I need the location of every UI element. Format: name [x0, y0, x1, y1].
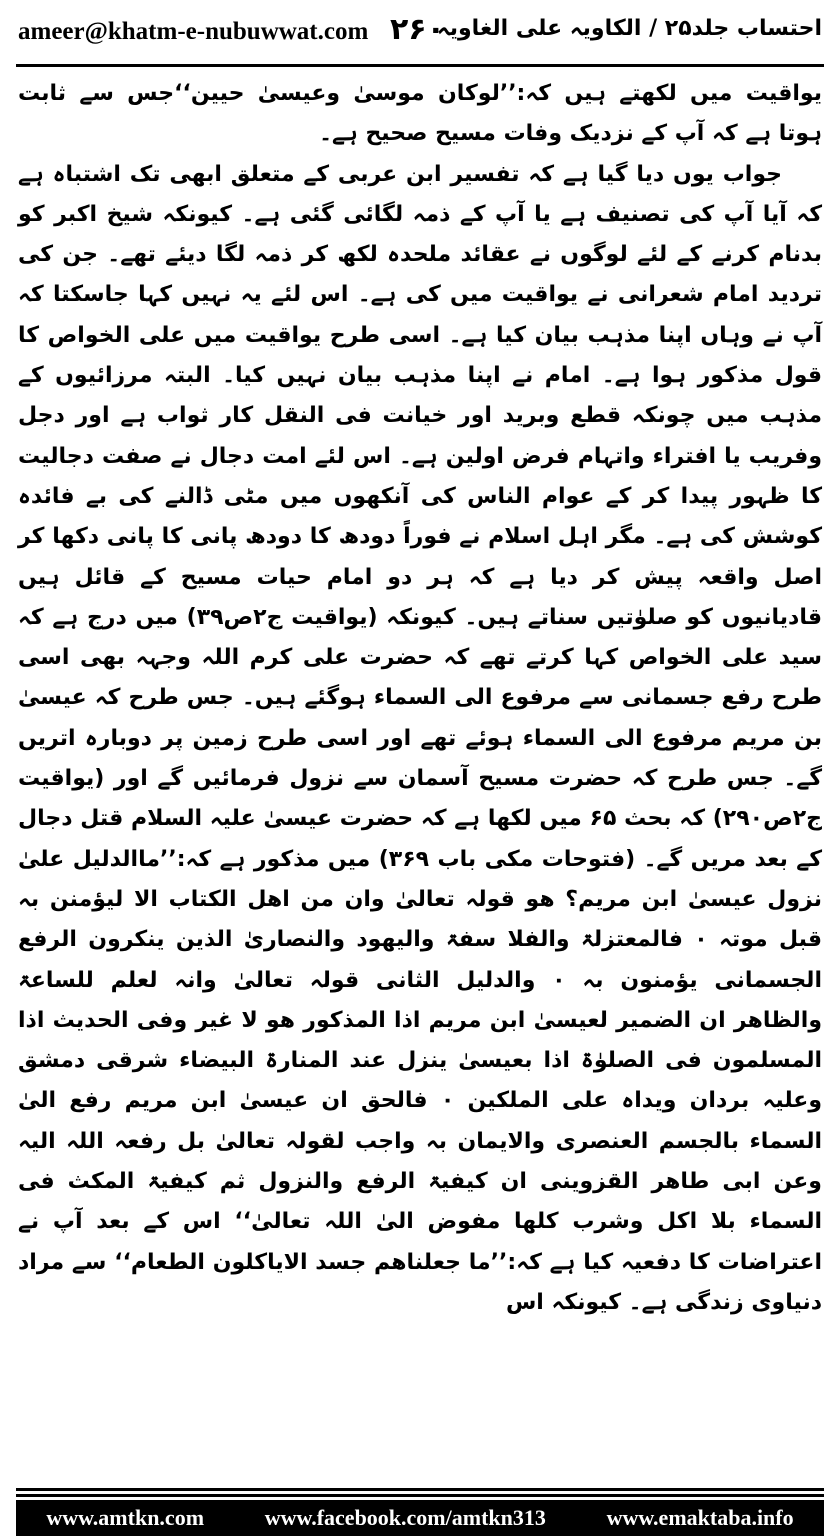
footer-link-emaktaba[interactable]: www.emaktaba.info: [606, 1505, 794, 1530]
page-header: [0, 0, 840, 68]
footer-bar: [16, 1500, 824, 1536]
running-title: احتساب جلد۲۵ / الکاویہ علی الغاویہ: [436, 16, 822, 41]
footer-rule-bottom: [16, 1494, 824, 1497]
header-rule: [16, 64, 824, 67]
page-body: [18, 74, 822, 1323]
footer-link-facebook[interactable]: www.facebook.com/amtkn313: [264, 1505, 546, 1530]
footer-rule-top: [16, 1488, 824, 1491]
header-email: ameer@khatm-e-nubuwwat.com: [18, 18, 369, 45]
paragraph-2: جواب یوں دیا گیا ہے کہ تفسیر ابن عربی کے متعلق ابھی تک اشتباہ ہے کہ آیا آپ کی تصنیف ہے یا آپ کے ذمہ لگائی گئی ہے۔ کیونکہ شیخ اکبر کو بدنام کرنے کے لئے لوگوں نے عقائد ملحدہ لکھ کر ذمہ لگا دیئے تھے۔ جن کی تردید امام شعرانی نے یواقیت میں کی ہے۔ اس لئے یہ نہیں کہا جاسکتا کہ آپ نے وہاں اپنا مذہب بیان کیا ہے۔ اسی طرح یواقیت میں علی الخواص کا قول مذکور ہوا ہے۔ امام نے اپنا مذہب بیان نہیں کیا۔ البتہ مرزائیوں کے مذہب میں چونکہ قطع وبرید اور خیانت فی النقل کار ثواب ہے اور دجل وفریب یا افتراء واتہام فرض اولین ہے۔ اس لئے امت دجال نے صفت دجالیت کا ظہور پیدا کر کے عوام الناس کی آنکھوں میں مٹی ڈالنے کی بے فائدہ کوشش کی ہے۔ مگر اہل اسلام نے فوراً دودھ کا دودھ پانی کا پانی دکھا کر اصل واقعہ پیش کر دیا ہے کہ ہر دو امام حیات مسیح کے قائل ہیں قادیانیوں کو صلوٰتیں سناتے ہیں۔ کیونکہ (یواقیت ج۲ص۳۹) میں درج ہے کہ سید علی الخواص کہا کرتے تھے کہ حضرت علی کرم اللہ وجہہ بھی اسی طرح رفع جسمانی سے مرفوع الی السماء ہوگئے ہیں۔ جس طرح کہ عیسیٰ بن مریم مرفوع الی السماء ہوئے تھے اور اسی طرح زمین پر دوبارہ اتریں گے۔ جس طرح کہ حضرت مسیح آسمان سے نزول فرمائیں گے اور (یواقیت ج۲ص۲۹۰) کہ بحث ۶۵ میں لکھا ہے کہ حضرت عیسیٰ علیہ السلام قتل دجال کے بعد مریں گے۔ (فتوحات مکی باب ۳۶۹) میں مذکور ہے کہ:’’ماالدلیل علیٰ نزول عیسیٰ ابن مریم؟ ھو قولہ تعالیٰ وان من اھل الکتاب الا لیؤمنن بہ قبل موتہ ۰ فالمعتزلۃ والفلا سفۃ والیھود والنصاریٰ الذین ینکرون الرفع الجسمانی یؤمنون بہ ۰ والدلیل الثانی قولہ تعالیٰ وانہ لعلم للساعۃ والظاھر ان الضمیر لعیسیٰ ابن مریم اذا المذکور ھو لا غیر وفی الحدیث اذا المسلمون فی الصلوٰۃ اذا بعیسیٰ ینزل عند المنارۃ البیضاء شرقی دمشق وعلیہ بردان ویداہ علی الملکین ۰ فالحق ان عیسیٰ ابن مریم رفع الیٰ السماء بالجسم العنصری والایمان بہ واجب لقولہ تعالیٰ بل رفعہ اللہ الیہ وعن ابی طاھر القزوینی ان کیفیۃ الرفع والنزول ثم کیفیۃ المکث فی السماء بلا اکل وشرب کلھا مفوض الیٰ اللہ تعالیٰ‘‘ اس کے بعد آپ نے اعتراضات کا دفعیہ کیا ہے کہ:’’ما جعلناھم جسد الایاکلون الطعام‘‘ سے مراد دنیاوی زندگی ہے۔ کیونکہ اس: [18, 161, 823, 1315]
footer-link-amtkn[interactable]: www.amtkn.com: [46, 1505, 205, 1530]
paragraph-1: یواقیت میں لکھتے ہیں کہ:’’لوکان موسیٰ وعیسیٰ حیین‘‘جس سے ثابت ہوتا ہے کہ آپ کے نزدیک وفات مسیح صحیح ہے۔: [18, 81, 822, 147]
page-number: ۲۶۰: [390, 12, 445, 47]
